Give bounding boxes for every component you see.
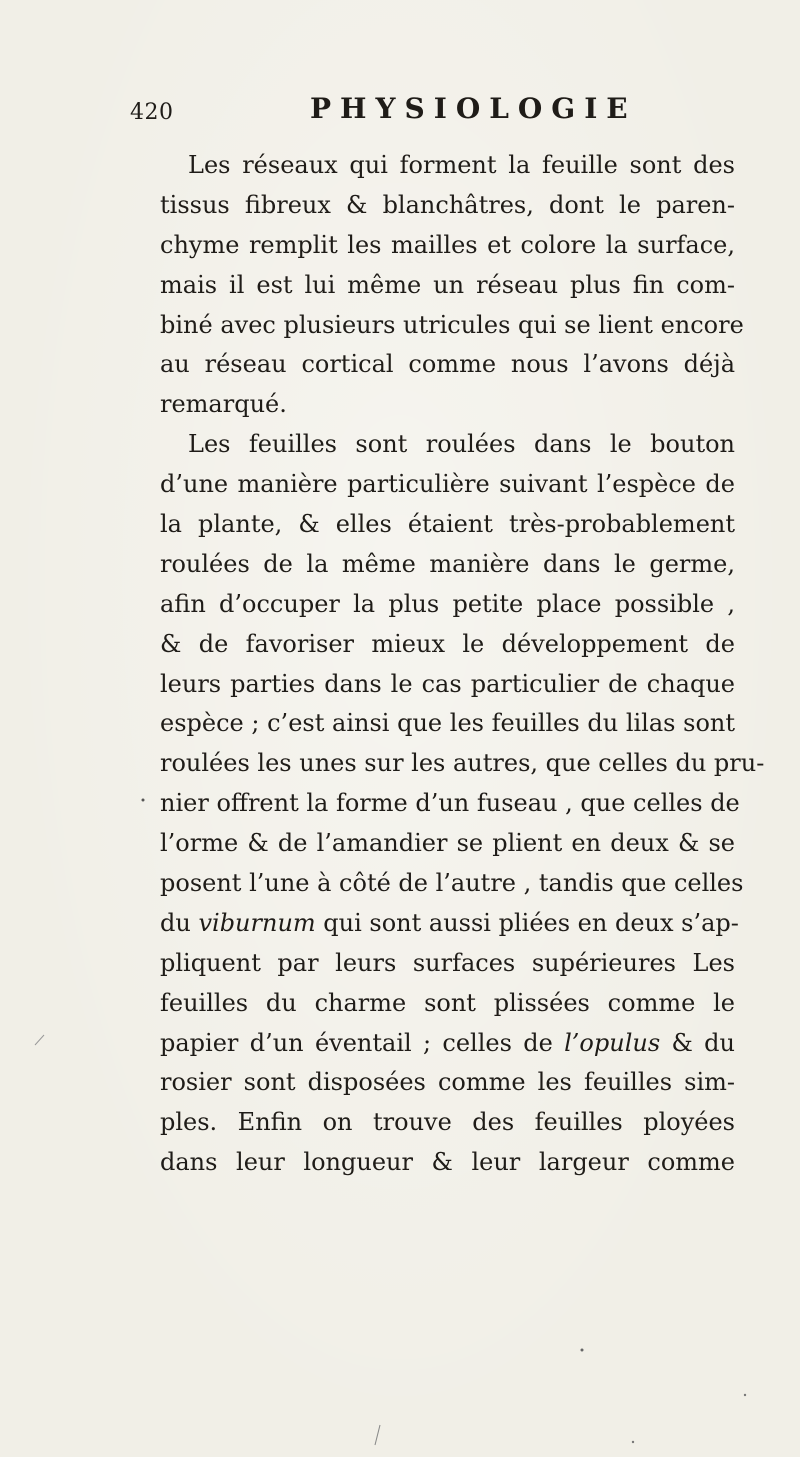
text-line (160, 1024, 735, 1064)
running-title: PHYSIOLOGIE (310, 92, 637, 125)
text-line: roulées les unes sur les autres, que celles du pru- (160, 749, 765, 778)
text-line: tissus fibreux & blanchâtres, dont le paren- (160, 190, 735, 219)
text-line: la plante, & elles étaient très-probablement (160, 510, 735, 539)
text-line: Les réseaux qui forment la feuille sont des (188, 151, 735, 179)
text-line: rosier sont disposées comme les feuilles sim- (160, 1068, 735, 1097)
text-line: au réseau cortical comme nous l’avons déjà (160, 350, 735, 379)
italic-term: l’opulus (564, 1028, 661, 1057)
text-line: afin d’occuper la plus petite place possible , (160, 589, 735, 618)
body-text (160, 146, 765, 1183)
italic-term: viburnum (198, 908, 316, 937)
text-fragment: qui sont aussi pliées en deux s’ap- (315, 908, 739, 937)
text-line: roulées de la même manière dans le germe, (160, 549, 735, 578)
text-line: feuilles du charme sont plissées comme le (160, 988, 735, 1017)
page-number: 420 (130, 100, 174, 125)
text-line: dans leur longueur & leur largeur comme (160, 1148, 735, 1177)
text-line (160, 904, 739, 944)
text-line: Les feuilles sont roulées dans le bouton (188, 430, 735, 459)
text-fragment: du (160, 908, 199, 937)
text-line: & de favoriser mieux le développement de (160, 629, 735, 658)
text-line: chyme remplit les mailles et colore la surface, (160, 230, 735, 259)
text-line: biné avec plusieurs utricules qui se lient encore (160, 310, 744, 339)
text-line: posent l’une à côté de l’autre , tandis que celles (160, 869, 744, 898)
text-line: mais il est lui même un réseau plus fin com- (160, 270, 735, 299)
text-line: ples. Enfin on trouve des feuilles ployées (160, 1108, 735, 1137)
text-line: pliquent par leurs surfaces supérieures Les (160, 948, 735, 977)
text-line: leurs parties dans le cas particulier de chaque (160, 669, 735, 698)
text-line: l’orme & de l’amandier se plient en deux & se (160, 829, 735, 858)
text-line: nier offrent la forme d’un fuseau , que celles de (160, 789, 740, 818)
text-line: d’une manière particulière suivant l’espèce de (160, 470, 735, 499)
page-header (130, 92, 730, 132)
text-fragment: & du (660, 1028, 735, 1057)
text-line: remarqué. (160, 390, 287, 419)
text-fragment: papier d’un éventail ; celles de (160, 1028, 565, 1057)
text-line: espèce ; c’est ainsi que les feuilles du lilas sont (160, 709, 735, 738)
